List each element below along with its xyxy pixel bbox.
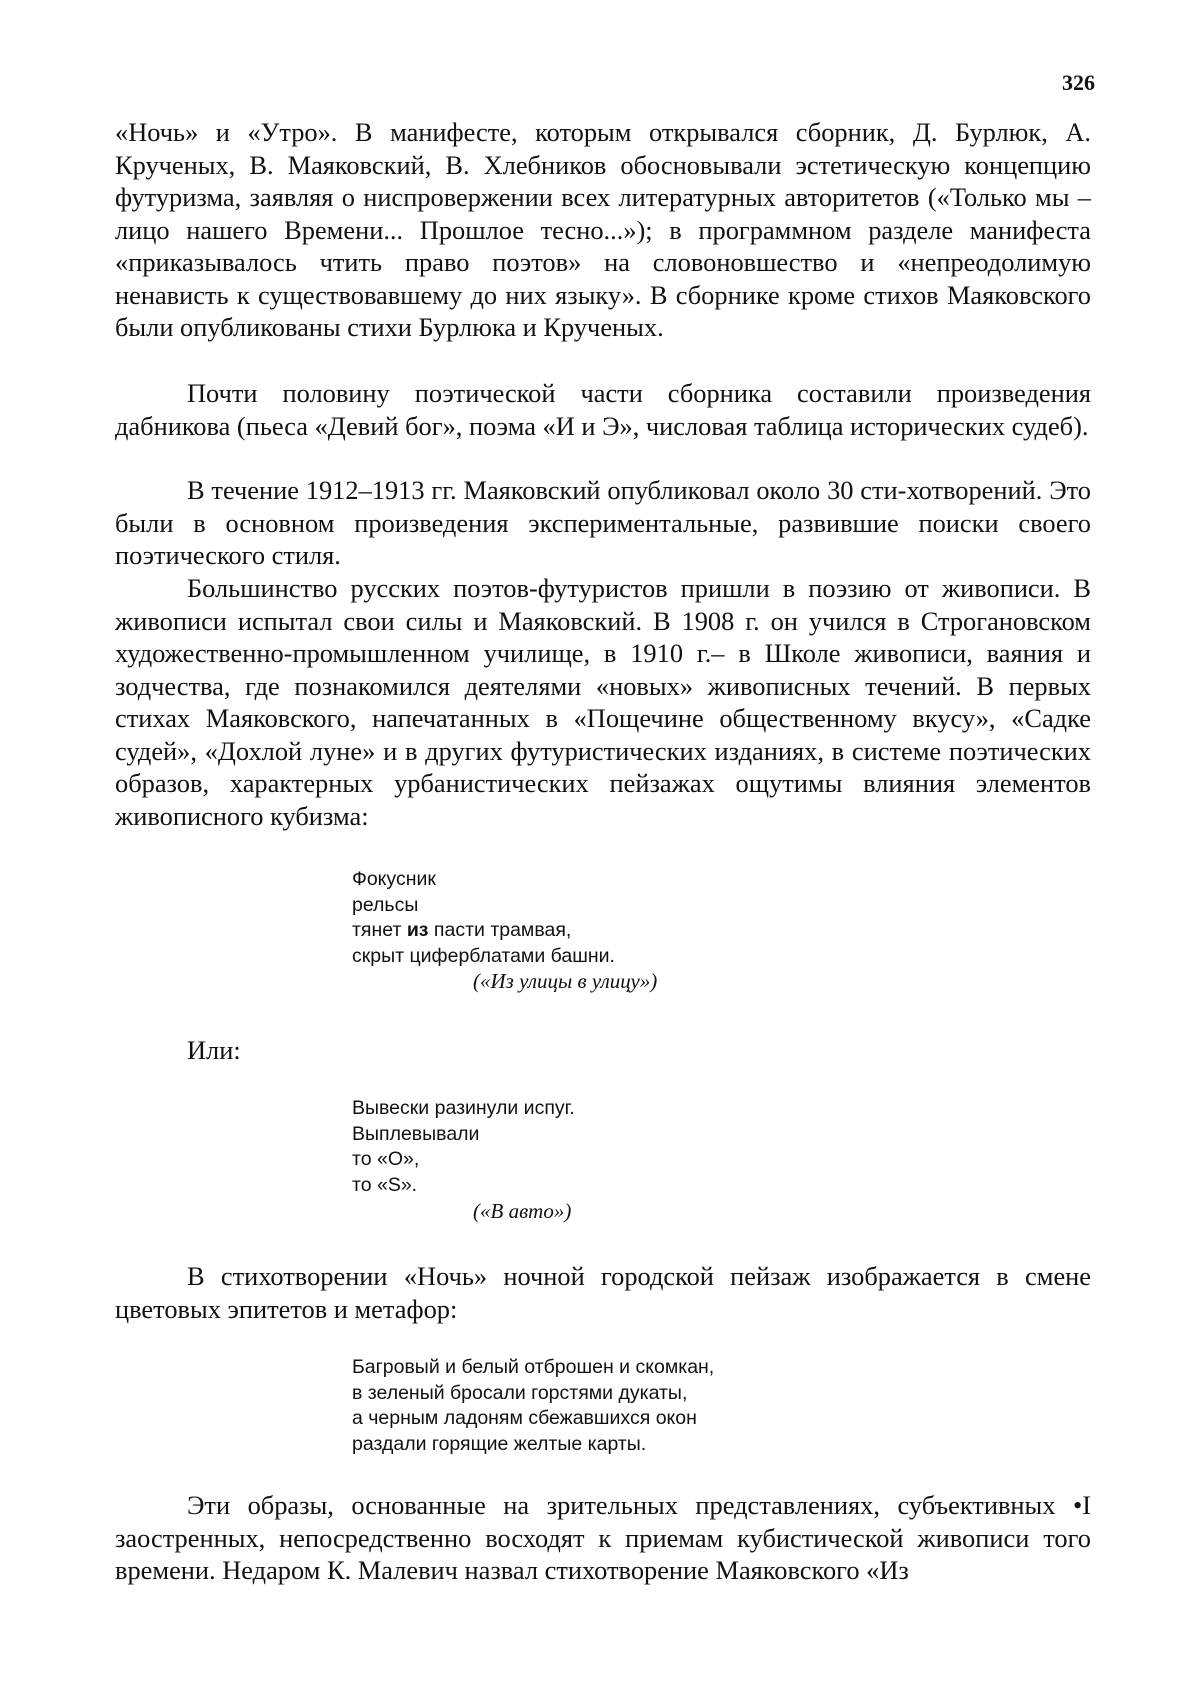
verse-bold-word: из <box>406 919 429 941</box>
verse-iz-ulitsy <box>352 867 615 969</box>
paragraph-ili: Или: <box>187 1035 241 1065</box>
verse-line: Выплевывали <box>352 1122 480 1145</box>
paragraph-obrazy: Эти образы, основанные на зрительных представлениях, субъективных •I заостренных, непосредственно восходят к приемам кубистической живописи того времени. Недаром К. Малевич назвал стихотворение Маяковского «Из <box>115 1490 1091 1585</box>
paragraph-poetic-part: Почти половину поэтической части сборника составили произведения дабникова (пьеса «Девий бог», поэма «И и Э», числовая таблица исторических судеб). <box>115 378 1091 441</box>
paragraph-noch: В стихотворении «Ночь» ночной городской пейзаж изображается в смене цветовых эпитетов и метафор: <box>115 1261 1091 1324</box>
verse-noch <box>352 1355 714 1457</box>
paragraph-manifesto: «Ночь» и «Утро». В манифесте, которым открывался сборник, Д. Бурлюк, А. Крученых, В. Маяковский, В. Хлебников обосновывали эстетическую концепцию футуризма, заявляя о ниспровержении всех литературных авторитетов («Только мы – лицо нашего Времени... Прошлое тесно...»); в программном разделе манифеста «приказывалось чтить право поэтов» на словоновшество и «непреодолимую ненависть к существовавшему до них языку». В сборнике кроме стихов Маяковского были опубликованы стихи Бурлюка и Крученых. <box>115 117 1091 342</box>
verse-line: то «S». <box>352 1173 418 1196</box>
verse-text: тянет <box>352 919 407 941</box>
verse-line: Фокусник <box>352 868 436 890</box>
verse-v-avto <box>352 1096 575 1198</box>
verse-line <box>352 918 615 944</box>
verse-text: пасти трамвая, <box>428 919 572 941</box>
verse-source: («В авто») <box>473 1199 572 1223</box>
paragraph-1912-1913: В течение 1912–1913 гг. Маяковский опубликовал около 30 сти-хотворений. Это были в основном произведения экспериментальные, развившие поиски своего поэтического стиля. <box>115 475 1091 570</box>
verse-line: Багровый и белый отброшен и скомкан, <box>352 1356 715 1378</box>
verse-line: а черным ладоням сбежавшихся окон <box>352 1407 697 1429</box>
verse-line: раздали горящие желтые карты. <box>352 1432 647 1455</box>
verse-line: рельсы <box>352 893 419 916</box>
page-number: 326 <box>1062 70 1095 95</box>
verse-line: Вывески разинули испуг. <box>352 1097 575 1119</box>
paragraph-painting: Большинство русских поэтов-футуристов пришли в поэзию от живописи. В живописи испытал свои силы и Маяковский. В 1908 г. он учился в Строгановском художественно-промышленном училище, в 1910 г.– в Школе живописи, ваяния и зодчества, где познакомился деятелями «новых» живописных течений. В первых стихах Маяковского, напечатанных в «Пощечине общественному вкусу», «Садке судей», «Дохлой луне» и в других футуристических изданиях, в системе поэтических образов, характерных урбанистических пейзажах ощутимы влияния элементов живописного кубизма: <box>115 573 1091 831</box>
verse-source: («Из улицы в улицу») <box>473 969 658 993</box>
verse-line: в зеленый бросали горстями дукаты, <box>352 1381 688 1404</box>
verse-line: то «О», <box>352 1148 420 1170</box>
verse-line: скрыт циферблатами башни. <box>352 944 615 967</box>
